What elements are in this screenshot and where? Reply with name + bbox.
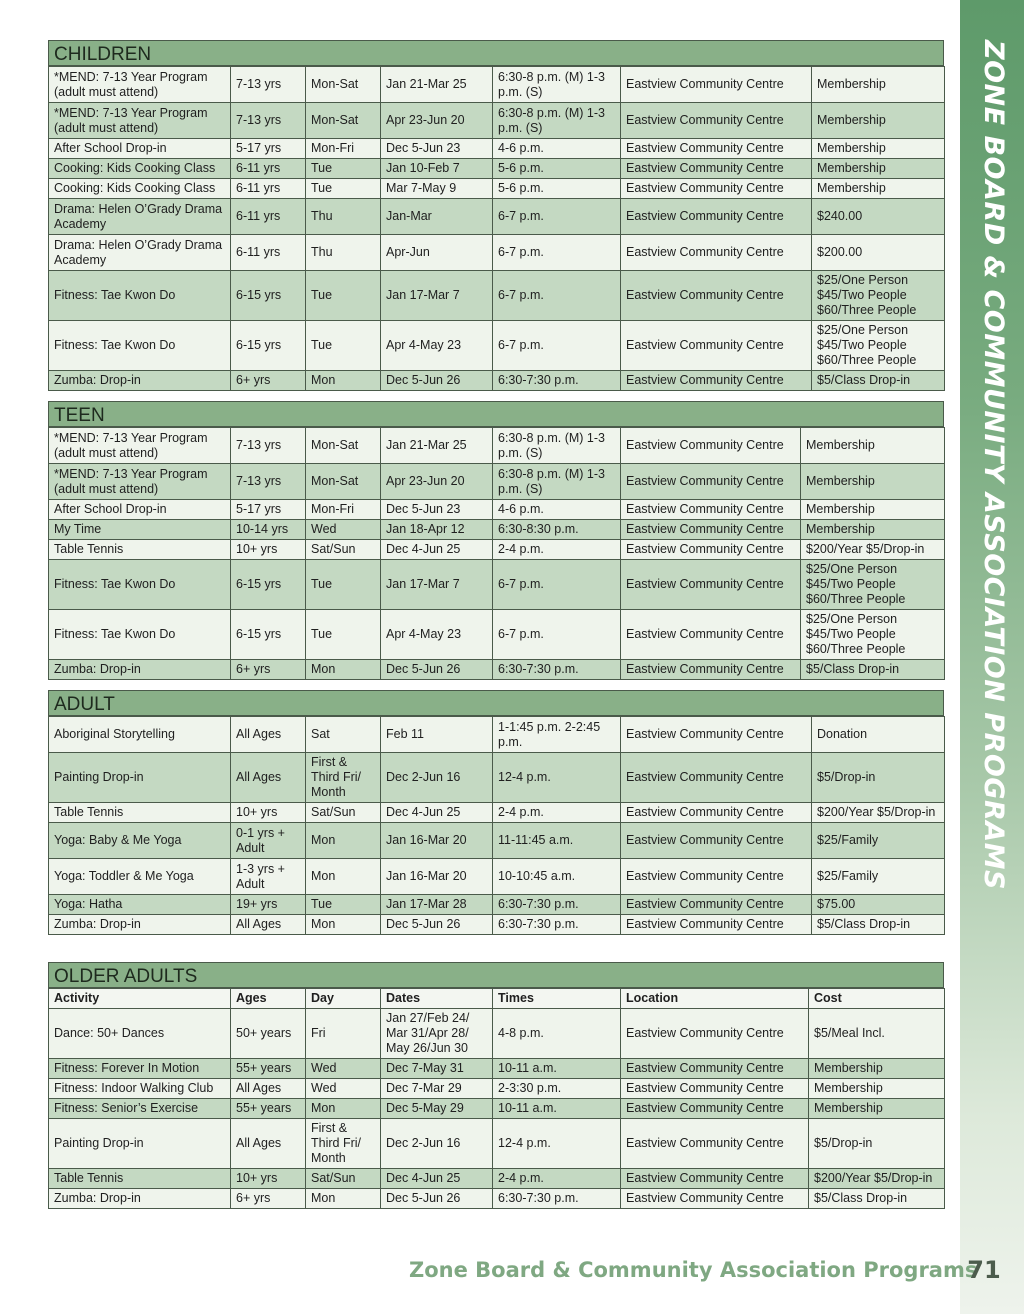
cell-times: 12-4 p.m. <box>493 1119 621 1169</box>
table-row <box>49 560 945 610</box>
cell-location: Eastview Community Centre <box>621 103 812 139</box>
cell-dates: Mar 7-May 9 <box>381 179 493 199</box>
table-row <box>49 895 945 915</box>
cell-cost: $25/Family <box>812 823 945 859</box>
cell-day: Wed <box>306 520 381 540</box>
table-row <box>49 717 945 753</box>
cell-activity: Drama: Helen O’Grady Drama Academy <box>49 235 231 271</box>
cell-cost: $5/Meal Incl. <box>809 1009 945 1059</box>
cell-location: Eastview Community Centre <box>621 610 801 660</box>
cell-ages: 6+ yrs <box>231 371 306 391</box>
cell-times: 5-6 p.m. <box>493 179 621 199</box>
cell-times: 6-7 p.m. <box>493 610 621 660</box>
table-row <box>49 520 945 540</box>
table-row <box>49 139 945 159</box>
cell-activity: *MEND: 7-13 Year Program (adult must attend) <box>49 67 231 103</box>
cell-cost: Membership <box>801 464 945 500</box>
cell-activity: After School Drop-in <box>49 139 231 159</box>
cell-location: Eastview Community Centre <box>621 660 801 680</box>
cell-ages: All Ages <box>231 1079 306 1099</box>
cell-cost: $5/Drop-in <box>812 753 945 803</box>
cell-location: Eastview Community Centre <box>621 271 812 321</box>
cell-cost: $5/Class Drop-in <box>812 915 945 935</box>
cell-cost: $25/One Person $45/Two People $60/Three People <box>801 560 945 610</box>
cell-times: 4-8 p.m. <box>493 1009 621 1059</box>
table-row <box>49 859 945 895</box>
cell-location: Eastview Community Centre <box>621 179 812 199</box>
cell-times: 6:30-8 p.m. (M) 1-3 p.m. (S) <box>493 464 621 500</box>
cell-cost: Membership <box>809 1079 945 1099</box>
cell-times: 2-3:30 p.m. <box>493 1079 621 1099</box>
cell-day: Mon-Fri <box>306 139 381 159</box>
cell-activity: Yoga: Hatha <box>49 895 231 915</box>
cell-location: Eastview Community Centre <box>621 428 801 464</box>
cell-times: 4-6 p.m. <box>493 139 621 159</box>
cell-cost: $240.00 <box>812 199 945 235</box>
column-header-ages: Ages <box>231 989 306 1009</box>
cell-ages: 55+ years <box>231 1099 306 1119</box>
cell-ages: 10+ yrs <box>231 540 306 560</box>
cell-location: Eastview Community Centre <box>621 199 812 235</box>
cell-cost: $200/Year $5/Drop-in <box>812 803 945 823</box>
cell-ages: 6-15 yrs <box>231 271 306 321</box>
cell-day: First & Third Fri/ Month <box>306 753 381 803</box>
cell-day: Mon-Sat <box>306 103 381 139</box>
cell-times: 10-10:45 a.m. <box>493 859 621 895</box>
section-teen <box>48 401 944 680</box>
cell-ages: All Ages <box>231 915 306 935</box>
page-number: 71 <box>967 1256 1001 1284</box>
cell-activity: Table Tennis <box>49 803 231 823</box>
cell-activity: Fitness: Tae Kwon Do <box>49 271 231 321</box>
cell-day: First & Third Fri/ Month <box>306 1119 381 1169</box>
cell-day: Wed <box>306 1079 381 1099</box>
cell-cost: Membership <box>812 159 945 179</box>
cell-dates: Dec 5-Jun 26 <box>381 915 493 935</box>
cell-times: 6:30-8 p.m. (M) 1-3 p.m. (S) <box>493 103 621 139</box>
cell-activity: Zumba: Drop-in <box>49 1189 231 1209</box>
cell-times: 5-6 p.m. <box>493 159 621 179</box>
cell-cost: Membership <box>809 1099 945 1119</box>
cell-location: Eastview Community Centre <box>621 1079 809 1099</box>
cell-location: Eastview Community Centre <box>621 540 801 560</box>
cell-cost: Membership <box>812 179 945 199</box>
table-row <box>49 1119 945 1169</box>
cell-ages: 6-11 yrs <box>231 235 306 271</box>
section-children <box>48 40 944 391</box>
cell-activity: Yoga: Toddler & Me Yoga <box>49 859 231 895</box>
section-title: OLDER ADULTS <box>48 962 944 988</box>
table-row <box>49 1059 945 1079</box>
cell-location: Eastview Community Centre <box>621 717 812 753</box>
cell-dates: Jan 18-Apr 12 <box>381 520 493 540</box>
cell-ages: 1-3 yrs + Adult <box>231 859 306 895</box>
cell-day: Fri <box>306 1009 381 1059</box>
table-row <box>49 321 945 371</box>
cell-cost: Membership <box>812 139 945 159</box>
older-adults-table <box>48 988 945 1209</box>
side-title: ZONE BOARD & COMMUNITY ASSOCIATION PROGRAMS <box>978 40 1009 890</box>
cell-dates: Dec 7-May 31 <box>381 1059 493 1079</box>
cell-location: Eastview Community Centre <box>621 1059 809 1079</box>
cell-ages: All Ages <box>231 753 306 803</box>
table-row <box>49 610 945 660</box>
cell-dates: Jan 21-Mar 25 <box>381 428 493 464</box>
cell-location: Eastview Community Centre <box>621 823 812 859</box>
cell-times: 12-4 p.m. <box>493 753 621 803</box>
cell-activity: Drama: Helen O’Grady Drama Academy <box>49 199 231 235</box>
cell-location: Eastview Community Centre <box>621 139 812 159</box>
cell-times: 2-4 p.m. <box>493 803 621 823</box>
column-header-location: Location <box>621 989 809 1009</box>
cell-cost: Donation <box>812 717 945 753</box>
cell-day: Tue <box>306 321 381 371</box>
cell-day: Mon <box>306 915 381 935</box>
cell-location: Eastview Community Centre <box>621 159 812 179</box>
cell-day: Tue <box>306 895 381 915</box>
cell-day: Mon <box>306 1189 381 1209</box>
cell-ages: 6-15 yrs <box>231 321 306 371</box>
column-header-activity: Activity <box>49 989 231 1009</box>
section-adult <box>48 690 944 935</box>
cell-ages: 7-13 yrs <box>231 464 306 500</box>
cell-times: 6-7 p.m. <box>493 560 621 610</box>
cell-location: Eastview Community Centre <box>621 1189 809 1209</box>
cell-day: Tue <box>306 179 381 199</box>
cell-activity: Fitness: Tae Kwon Do <box>49 321 231 371</box>
cell-dates: Apr 23-Jun 20 <box>381 103 493 139</box>
cell-dates: Apr 23-Jun 20 <box>381 464 493 500</box>
table-row <box>49 1079 945 1099</box>
cell-dates: Dec 5-Jun 26 <box>381 371 493 391</box>
cell-activity: Zumba: Drop-in <box>49 660 231 680</box>
cell-cost: Membership <box>801 428 945 464</box>
cell-times: 10-11 a.m. <box>493 1059 621 1079</box>
cell-times: 1-1:45 p.m. 2-2:45 p.m. <box>493 717 621 753</box>
cell-activity: Cooking: Kids Cooking Class <box>49 179 231 199</box>
cell-dates: Feb 11 <box>381 717 493 753</box>
cell-dates: Dec 4-Jun 25 <box>381 540 493 560</box>
cell-activity: Table Tennis <box>49 1169 231 1189</box>
cell-activity: Fitness: Tae Kwon Do <box>49 610 231 660</box>
cell-times: 4-6 p.m. <box>493 500 621 520</box>
cell-location: Eastview Community Centre <box>621 1099 809 1119</box>
cell-day: Sat/Sun <box>306 1169 381 1189</box>
cell-ages: 50+ years <box>231 1009 306 1059</box>
cell-location: Eastview Community Centre <box>621 803 812 823</box>
cell-day: Sat/Sun <box>306 803 381 823</box>
cell-cost: $75.00 <box>812 895 945 915</box>
cell-day: Mon <box>306 859 381 895</box>
cell-times: 6-7 p.m. <box>493 199 621 235</box>
cell-dates: Dec 7-Mar 29 <box>381 1079 493 1099</box>
table-row <box>49 540 945 560</box>
cell-times: 6:30-8 p.m. (M) 1-3 p.m. (S) <box>493 428 621 464</box>
cell-ages: 5-17 yrs <box>231 500 306 520</box>
table-row <box>49 915 945 935</box>
cell-times: 6:30-8:30 p.m. <box>493 520 621 540</box>
cell-location: Eastview Community Centre <box>621 753 812 803</box>
cell-times: 6:30-8 p.m. (M) 1-3 p.m. (S) <box>493 67 621 103</box>
cell-activity: Cooking: Kids Cooking Class <box>49 159 231 179</box>
cell-day: Mon-Fri <box>306 500 381 520</box>
table-row <box>49 159 945 179</box>
cell-day: Mon <box>306 371 381 391</box>
cell-day: Wed <box>306 1059 381 1079</box>
column-header-cost: Cost <box>809 989 945 1009</box>
column-header-times: Times <box>493 989 621 1009</box>
table-row <box>49 753 945 803</box>
cell-location: Eastview Community Centre <box>621 895 812 915</box>
cell-ages: 55+ years <box>231 1059 306 1079</box>
cell-dates: Dec 2-Jun 16 <box>381 1119 493 1169</box>
cell-activity: Zumba: Drop-in <box>49 915 231 935</box>
cell-day: Mon <box>306 660 381 680</box>
cell-ages: 10-14 yrs <box>231 520 306 540</box>
cell-location: Eastview Community Centre <box>621 371 812 391</box>
cell-activity: Fitness: Forever In Motion <box>49 1059 231 1079</box>
cell-location: Eastview Community Centre <box>621 859 812 895</box>
cell-dates: Jan 17-Mar 7 <box>381 560 493 610</box>
cell-day: Sat/Sun <box>306 540 381 560</box>
cell-ages: 6-11 yrs <box>231 159 306 179</box>
cell-dates: Dec 2-Jun 16 <box>381 753 493 803</box>
cell-activity: Table Tennis <box>49 540 231 560</box>
cell-ages: 6+ yrs <box>231 660 306 680</box>
cell-dates: Jan 10-Feb 7 <box>381 159 493 179</box>
cell-day: Mon <box>306 1099 381 1119</box>
cell-dates: Apr 4-May 23 <box>381 610 493 660</box>
table-row <box>49 1009 945 1059</box>
cell-cost: Membership <box>801 520 945 540</box>
cell-day: Mon-Sat <box>306 67 381 103</box>
cell-times: 6:30-7:30 p.m. <box>493 895 621 915</box>
table-row <box>49 660 945 680</box>
cell-cost: $5/Class Drop-in <box>812 371 945 391</box>
cell-activity: My Time <box>49 520 231 540</box>
cell-dates: Dec 4-Jun 25 <box>381 1169 493 1189</box>
table-row <box>49 271 945 321</box>
column-header-row <box>49 989 945 1009</box>
table-row <box>49 428 945 464</box>
adult-table <box>48 716 945 935</box>
cell-location: Eastview Community Centre <box>621 915 812 935</box>
cell-activity: Zumba: Drop-in <box>49 371 231 391</box>
table-row <box>49 103 945 139</box>
cell-day: Tue <box>306 560 381 610</box>
section-title: TEEN <box>48 401 944 427</box>
cell-cost: $200/Year $5/Drop-in <box>801 540 945 560</box>
cell-activity: *MEND: 7-13 Year Program (adult must attend) <box>49 428 231 464</box>
footer-title: Zone Board & Community Association Programs <box>409 1258 978 1282</box>
table-row <box>49 67 945 103</box>
cell-ages: 6+ yrs <box>231 1189 306 1209</box>
teen-table <box>48 427 945 680</box>
cell-location: Eastview Community Centre <box>621 67 812 103</box>
cell-times: 6:30-7:30 p.m. <box>493 660 621 680</box>
cell-times: 6:30-7:30 p.m. <box>493 371 621 391</box>
cell-day: Thu <box>306 199 381 235</box>
table-row <box>49 803 945 823</box>
cell-cost: $25/One Person $45/Two People $60/Three People <box>812 271 945 321</box>
cell-cost: Membership <box>812 67 945 103</box>
cell-cost: $25/One Person $45/Two People $60/Three People <box>801 610 945 660</box>
cell-day: Tue <box>306 610 381 660</box>
cell-day: Mon <box>306 823 381 859</box>
table-row <box>49 823 945 859</box>
cell-dates: Jan 21-Mar 25 <box>381 67 493 103</box>
cell-times: 2-4 p.m. <box>493 540 621 560</box>
cell-cost: $5/Drop-in <box>809 1119 945 1169</box>
cell-times: 6:30-7:30 p.m. <box>493 1189 621 1209</box>
cell-cost: Membership <box>809 1059 945 1079</box>
table-row <box>49 464 945 500</box>
children-table <box>48 66 945 391</box>
cell-activity: Painting Drop-in <box>49 753 231 803</box>
cell-ages: 19+ yrs <box>231 895 306 915</box>
cell-ages: 10+ yrs <box>231 803 306 823</box>
cell-dates: Dec 5-May 29 <box>381 1099 493 1119</box>
cell-times: 6-7 p.m. <box>493 235 621 271</box>
cell-ages: All Ages <box>231 1119 306 1169</box>
cell-ages: 7-13 yrs <box>231 428 306 464</box>
section-title: CHILDREN <box>48 40 944 66</box>
cell-cost: $200/Year $5/Drop-in <box>809 1169 945 1189</box>
section-title: ADULT <box>48 690 944 716</box>
cell-location: Eastview Community Centre <box>621 235 812 271</box>
cell-dates: Jan 17-Mar 7 <box>381 271 493 321</box>
cell-dates: Jan 16-Mar 20 <box>381 859 493 895</box>
section-older-adults <box>48 962 944 1209</box>
cell-location: Eastview Community Centre <box>621 1169 809 1189</box>
cell-times: 11-11:45 a.m. <box>493 823 621 859</box>
cell-ages: 0-1 yrs + Adult <box>231 823 306 859</box>
cell-activity: Fitness: Tae Kwon Do <box>49 560 231 610</box>
cell-activity: *MEND: 7-13 Year Program (adult must attend) <box>49 103 231 139</box>
table-row <box>49 371 945 391</box>
cell-activity: Painting Drop-in <box>49 1119 231 1169</box>
cell-ages: 5-17 yrs <box>231 139 306 159</box>
cell-ages: 6-15 yrs <box>231 560 306 610</box>
cell-dates: Jan 27/Feb 24/ Mar 31/Apr 28/ May 26/Jun 30 <box>381 1009 493 1059</box>
cell-activity: *MEND: 7-13 Year Program (adult must attend) <box>49 464 231 500</box>
cell-day: Sat <box>306 717 381 753</box>
cell-ages: All Ages <box>231 717 306 753</box>
cell-day: Tue <box>306 271 381 321</box>
cell-location: Eastview Community Centre <box>621 560 801 610</box>
cell-location: Eastview Community Centre <box>621 464 801 500</box>
cell-activity: Dance: 50+ Dances <box>49 1009 231 1059</box>
cell-cost: $25/Family <box>812 859 945 895</box>
table-row <box>49 199 945 235</box>
cell-dates: Jan 16-Mar 20 <box>381 823 493 859</box>
cell-dates: Jan 17-Mar 28 <box>381 895 493 915</box>
cell-location: Eastview Community Centre <box>621 321 812 371</box>
table-row <box>49 500 945 520</box>
cell-ages: 7-13 yrs <box>231 103 306 139</box>
cell-activity: After School Drop-in <box>49 500 231 520</box>
cell-activity: Yoga: Baby & Me Yoga <box>49 823 231 859</box>
cell-day: Mon-Sat <box>306 464 381 500</box>
cell-ages: 6-11 yrs <box>231 179 306 199</box>
cell-day: Thu <box>306 235 381 271</box>
cell-cost: Membership <box>801 500 945 520</box>
cell-location: Eastview Community Centre <box>621 500 801 520</box>
cell-times: 6-7 p.m. <box>493 321 621 371</box>
table-row <box>49 1169 945 1189</box>
cell-times: 6-7 p.m. <box>493 271 621 321</box>
cell-ages: 6-15 yrs <box>231 610 306 660</box>
column-header-dates: Dates <box>381 989 493 1009</box>
cell-day: Mon-Sat <box>306 428 381 464</box>
cell-dates: Apr 4-May 23 <box>381 321 493 371</box>
cell-dates: Jan-Mar <box>381 199 493 235</box>
column-header-day: Day <box>306 989 381 1009</box>
table-row <box>49 1099 945 1119</box>
cell-dates: Apr-Jun <box>381 235 493 271</box>
cell-dates: Dec 5-Jun 23 <box>381 500 493 520</box>
cell-ages: 6-11 yrs <box>231 199 306 235</box>
cell-dates: Dec 5-Jun 23 <box>381 139 493 159</box>
cell-ages: 10+ yrs <box>231 1169 306 1189</box>
table-row <box>49 1189 945 1209</box>
cell-cost: $200.00 <box>812 235 945 271</box>
cell-location: Eastview Community Centre <box>621 1119 809 1169</box>
cell-cost: $25/One Person $45/Two People $60/Three People <box>812 321 945 371</box>
cell-dates: Dec 5-Jun 26 <box>381 1189 493 1209</box>
cell-day: Tue <box>306 159 381 179</box>
cell-times: 2-4 p.m. <box>493 1169 621 1189</box>
cell-location: Eastview Community Centre <box>621 520 801 540</box>
cell-activity: Fitness: Indoor Walking Club <box>49 1079 231 1099</box>
cell-activity: Fitness: Senior’s Exercise <box>49 1099 231 1119</box>
cell-cost: $5/Class Drop-in <box>801 660 945 680</box>
table-row <box>49 235 945 271</box>
cell-times: 6:30-7:30 p.m. <box>493 915 621 935</box>
cell-ages: 7-13 yrs <box>231 67 306 103</box>
cell-dates: Dec 5-Jun 26 <box>381 660 493 680</box>
cell-cost: $5/Class Drop-in <box>809 1189 945 1209</box>
cell-location: Eastview Community Centre <box>621 1009 809 1059</box>
table-row <box>49 179 945 199</box>
cell-cost: Membership <box>812 103 945 139</box>
cell-activity: Aboriginal Storytelling <box>49 717 231 753</box>
cell-dates: Dec 4-Jun 25 <box>381 803 493 823</box>
cell-times: 10-11 a.m. <box>493 1099 621 1119</box>
